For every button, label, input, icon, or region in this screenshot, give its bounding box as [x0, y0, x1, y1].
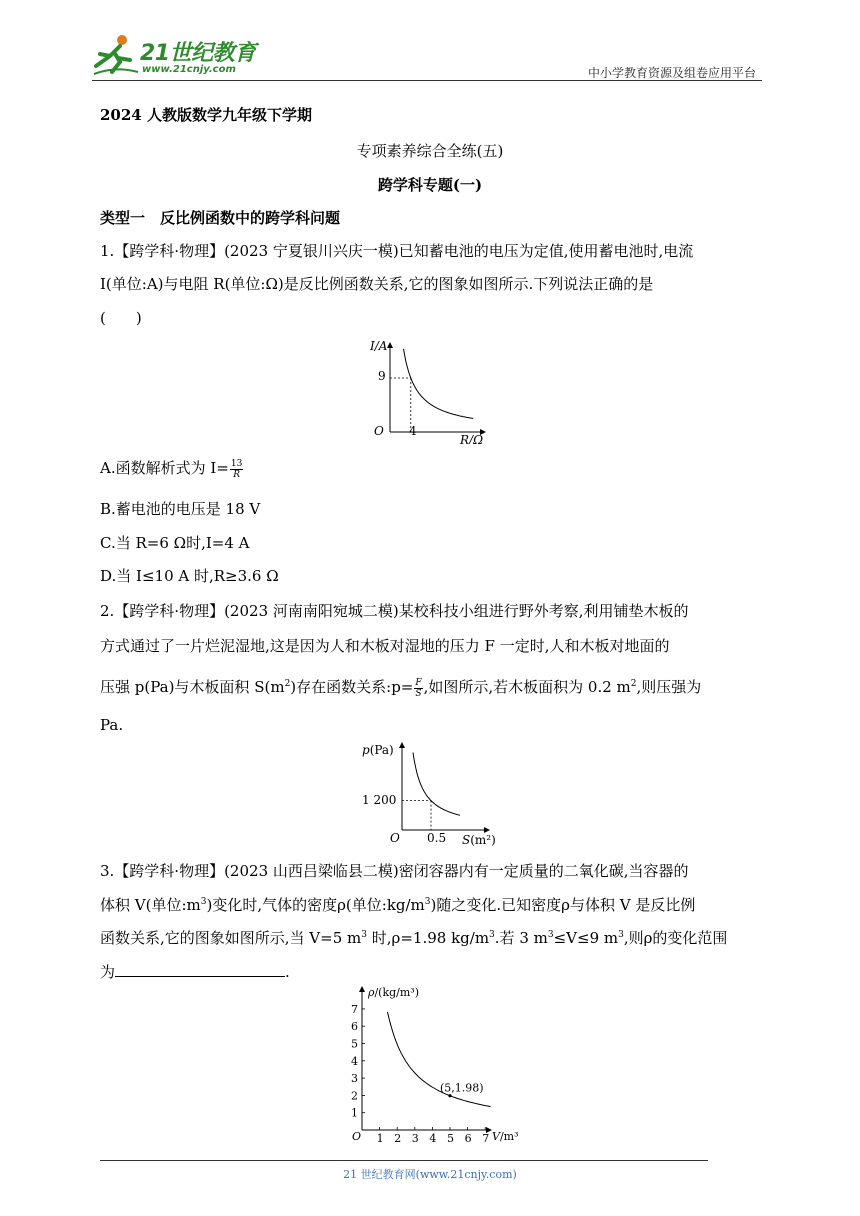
fraction-denominator: S: [415, 688, 422, 699]
q3-x-tick-label: 5: [447, 1132, 454, 1145]
q1-option-d: D.当 I≤10 A 时,R≥3.6 Ω: [100, 567, 279, 585]
q1-x-tick: 4: [409, 424, 417, 438]
site-logo: [92, 32, 262, 78]
q1-option-c: C.当 R=6 Ω时,I=4 A: [100, 534, 250, 552]
footer-divider: [100, 1160, 708, 1161]
q3-point-label: (5,1.98): [440, 1081, 484, 1095]
q2-line4: Pa.: [100, 716, 124, 734]
text-span: ,则ρ的变化范围: [623, 929, 728, 947]
text-span: ,如图所示,若木板面积为 0.2 m: [423, 678, 631, 696]
superscript: 3: [361, 930, 367, 940]
q1-option-a-fraction: [230, 459, 243, 480]
header-tagline: 中小学教育资源及组卷应用平台: [587, 66, 756, 80]
fraction-numerator: F: [415, 677, 422, 688]
q3-y-tick-label: 3: [351, 1072, 358, 1086]
q3-xlabel: V/m³: [492, 1130, 519, 1143]
q1-y-arrow-icon: [387, 342, 393, 348]
superscript: 3: [489, 930, 495, 940]
text-span: 函数关系,它的图象如图所示,当 V=5 m: [100, 929, 362, 947]
q3-x-tick-label: 7: [482, 1132, 490, 1145]
q2-graph: [360, 738, 500, 848]
q2-y-tick: 1 200: [362, 793, 397, 807]
q3-y-tick-label: 1: [351, 1106, 358, 1120]
text-span: )存在函数关系:p=: [290, 678, 414, 696]
q2-line1: 2.【跨学科·物理】(2023 河南南阳宛城二模)某校科技小组进行野外考察,利用铺垫木板的: [100, 602, 689, 620]
doc-title: 2024 人教版数学九年级下学期: [100, 106, 312, 124]
q3-graph: [334, 982, 524, 1146]
q3-y-arrow-icon: [359, 986, 365, 992]
q1-line1: 1.【跨学科·物理】(2023 宁夏银川兴庆一模)已知蓄电池的电压为定值,使用蓄电池时,电流: [100, 242, 694, 260]
text-span: 为: [100, 963, 116, 981]
text-span: 时,ρ=1.98 kg/m: [366, 929, 490, 947]
runner-logo-icon: [92, 32, 140, 78]
q1-xlabel: R/Ω: [460, 433, 484, 444]
q1-option-a: [100, 458, 244, 480]
fraction-numerator: 13: [230, 458, 243, 469]
q3-y-tick-label: 6: [351, 1020, 358, 1034]
q3-line1: 3.【跨学科·物理】(2023 山西吕梁临县二模)密闭容器内有一定质量的二氧化碳,当容器的: [100, 862, 689, 880]
q3-y-tick-label: 5: [351, 1037, 358, 1051]
q3-x-tick-label: 2: [394, 1132, 402, 1145]
fraction-denominator: R: [233, 469, 240, 480]
superscript: 3: [424, 897, 431, 907]
header-divider: [92, 80, 762, 81]
q3-origin: O: [352, 1130, 362, 1143]
type-heading: 类型一 反比例函数中的跨学科问题: [100, 209, 341, 227]
text-span: .若 3 m: [494, 929, 548, 947]
q3-x-tick-label: 6: [464, 1132, 472, 1145]
q2-ylabel: p(Pa): [362, 743, 394, 757]
q2-line3: [100, 677, 701, 699]
q3-x-tick-label: 3: [411, 1132, 419, 1145]
q2-y-arrow-icon: [399, 742, 405, 748]
q2-curve: [413, 753, 460, 816]
q1-line3: ( ): [100, 309, 142, 327]
q2-fraction: [414, 678, 422, 699]
superscript: 2: [630, 679, 637, 689]
text-span: )变化时,气体的密度ρ(单位:kg/m: [206, 896, 425, 914]
q3-y-tick-label: 2: [351, 1089, 358, 1103]
q1-y-tick: 9: [378, 369, 386, 383]
q3-x-tick-label: 4: [429, 1132, 437, 1145]
text-span: 体积 V(单位:m: [100, 896, 201, 914]
logo-text: 21世纪教育: [140, 41, 256, 66]
q3-ylabel: ρ/(kg/m³): [368, 986, 420, 999]
q2-x-tick: 0.5: [427, 831, 447, 845]
text-span: 压强 p(Pa)与木板面积 S(m: [100, 678, 285, 696]
answer-blank[interactable]: [115, 962, 285, 977]
q3-y-tick-label: 4: [351, 1054, 358, 1068]
q2-origin: O: [390, 831, 400, 845]
q1-origin: O: [374, 424, 384, 438]
page-header: [92, 30, 760, 80]
q1-graph: [360, 336, 490, 444]
q1-option-a-text: A.函数解析式为 I=: [100, 459, 229, 477]
q1-line2: I(单位:A)与电阻 R(单位:Ω)是反比例函数关系,它的图象如图所示.下列说法正确的是: [100, 275, 654, 293]
superscript: 3: [547, 930, 554, 940]
q2-xlabel: S(m²): [462, 833, 496, 847]
text-span: )随之变化.已知密度ρ与体积 V 是反比例: [430, 896, 696, 914]
q2-line2: 方式通过了一片烂泥湿地,这是因为人和木板对湿地的压力 F 一定时,人和木板对地面的: [100, 637, 670, 655]
text-span: .: [285, 963, 290, 981]
q3-line3: [100, 928, 727, 948]
text-span: ≤V≤9 m: [553, 929, 619, 947]
q1-ylabel: I/A: [370, 339, 388, 353]
doc-subtitle: 专项素养综合全练(五): [356, 142, 504, 160]
page-footer: 21 世纪教育网(www.21cnjy.com): [343, 1168, 517, 1181]
q3-line2: [100, 895, 695, 915]
superscript: 2: [284, 679, 291, 689]
text-span: ,则压强为: [636, 678, 702, 696]
superscript: 3: [618, 930, 624, 940]
logo-url: www.21cnjy.com: [142, 64, 236, 75]
superscript: 3: [200, 897, 207, 907]
section-title: 跨学科专题(一): [377, 176, 483, 194]
q1-curve: [404, 349, 474, 419]
q1-option-b: B.蓄电池的电压是 18 V: [100, 500, 261, 518]
q3-line4: [100, 962, 290, 982]
q3-y-tick-label: 7: [351, 1002, 358, 1016]
q3-x-tick-label: 1: [376, 1132, 384, 1145]
